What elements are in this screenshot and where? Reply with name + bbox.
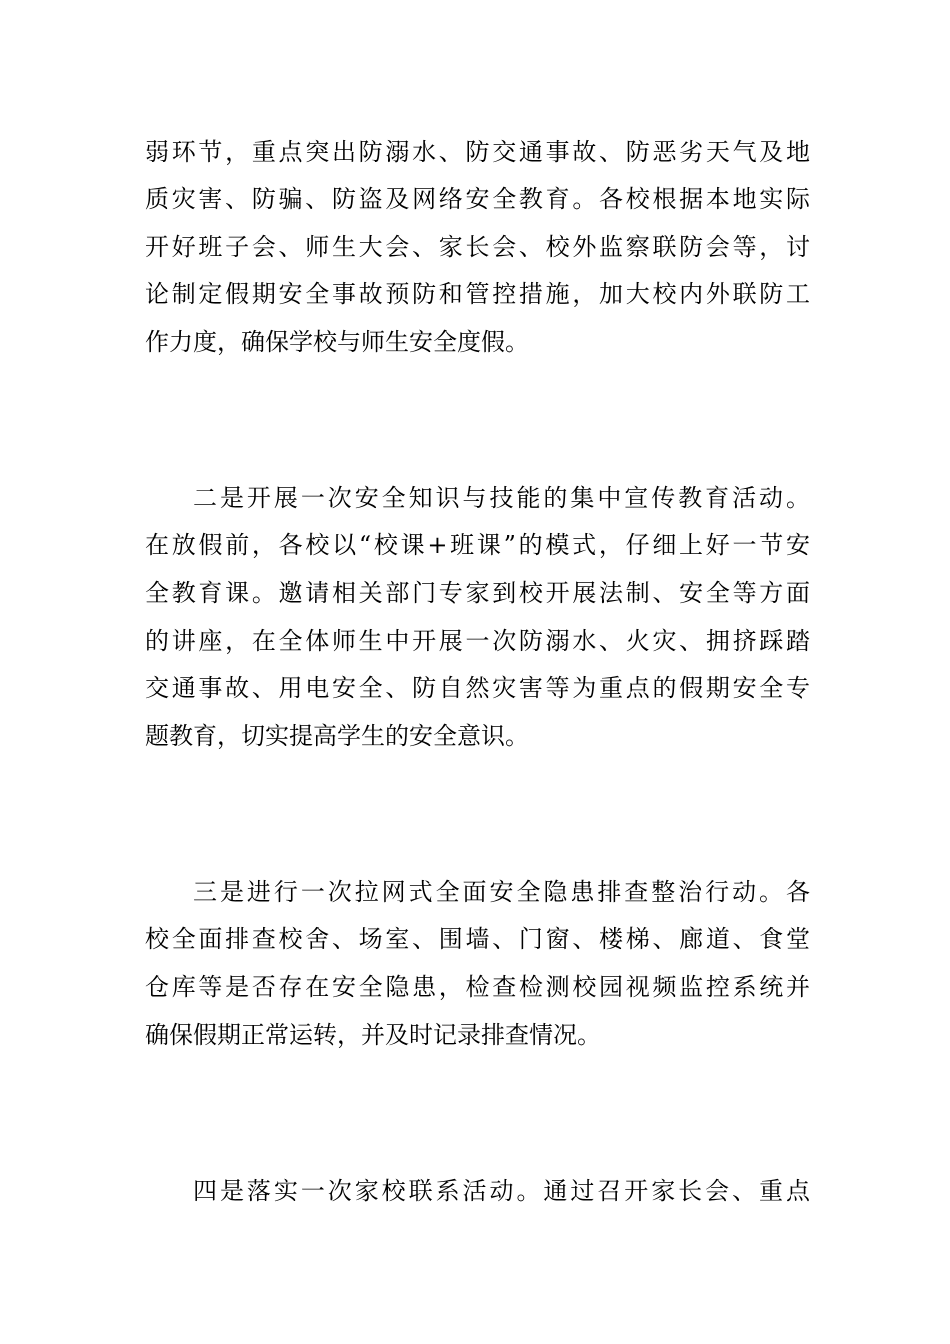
paragraph-2-line-3: 全教育课。邀请相关部门专家到校开展法制、安全等方面 xyxy=(145,579,810,607)
paragraph-1-line-2: 质灾害、防骗、防盗及网络安全教育。各校根据本地实际 xyxy=(145,185,810,213)
paragraph-4-line-1: 四是落实一次家校联系活动。通过召开家长会、重点 xyxy=(193,1177,810,1205)
paragraph-2-line-6: 题教育，切实提高学生的安全意识。 xyxy=(145,722,529,750)
paragraph-3-line-4: 确保假期正常运转，并及时记录排查情况。 xyxy=(145,1021,601,1049)
paragraph-2-line-5: 交通事故、用电安全、防自然灾害等为重点的假期安全专 xyxy=(145,674,810,702)
paragraph-2-line-2: 在放假前，各校以“校课+班课”的模式，仔细上好一节安 xyxy=(145,531,810,559)
paragraph-2-line-4: 的讲座，在全体师生中开展一次防溺水、火灾、拥挤踩踏 xyxy=(145,627,810,655)
paragraph-3-line-2: 校全面排查校舍、场室、围墙、门窗、楼梯、廊道、食堂 xyxy=(145,925,810,953)
paragraph-3-line-1: 三是进行一次拉网式全面安全隐患排查整治行动。各 xyxy=(193,878,810,906)
paragraph-1-line-1: 弱环节，重点突出防溺水、防交通事故、防恶劣天气及地 xyxy=(145,138,810,166)
paragraph-2-line-1: 二是开展一次安全知识与技能的集中宣传教育活动。 xyxy=(193,484,810,512)
paragraph-1-line-4: 论制定假期安全事故预防和管控措施，加大校内外联防工 xyxy=(145,280,810,308)
paragraph-3-line-3: 仓库等是否存在安全隐患，检查检测校园视频监控系统并 xyxy=(145,973,810,1001)
paragraph-1-line-5: 作力度，确保学校与师生安全度假。 xyxy=(145,328,529,356)
paragraph-1-line-3: 开好班子会、师生大会、家长会、校外监察联防会等，讨 xyxy=(145,233,810,261)
